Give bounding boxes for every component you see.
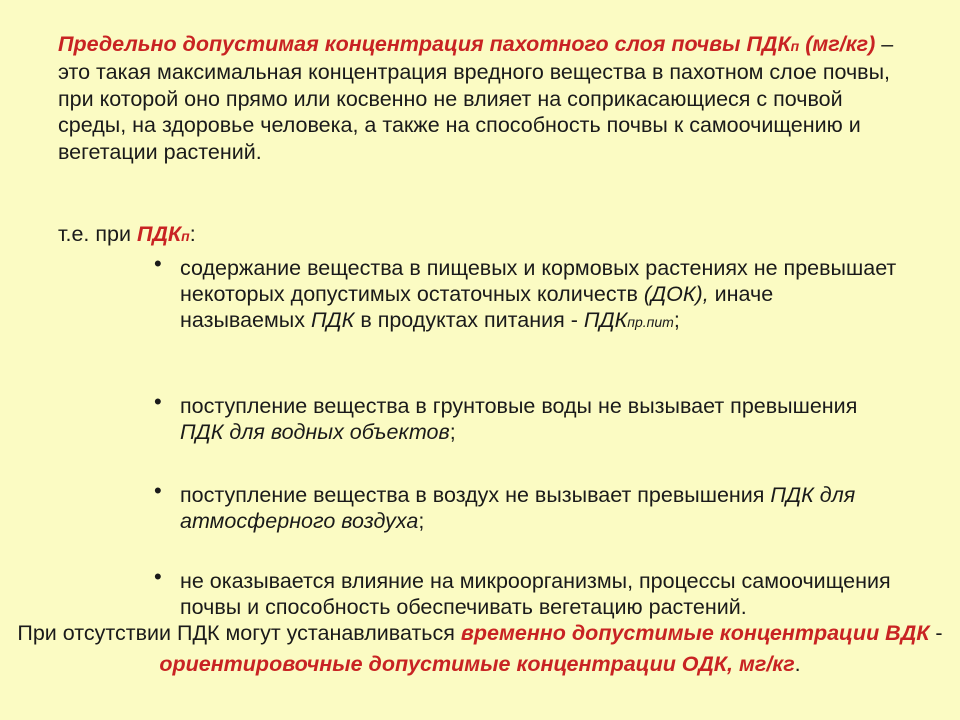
bullet-text: не оказывается влияние на микроорганизмы, процессы самоочищения почвы и способность обеспечивать вегетацию растений. — [180, 569, 891, 619]
definition-text: – это такая максимальная концентрация вредного вещества в пахотном слое почвы, при которой оно прямо или косвенно не влияет на соприкасающиеся с почвой среды, на здоровье человека, а также на способность почвы к самоочищению и вегетации растений. — [58, 32, 894, 164]
bullet-item-1 — [154, 251, 900, 335]
intro-line — [58, 221, 196, 249]
intro-abbr-main: ПДК — [136, 222, 182, 246]
intro-abbr-sub: п — [181, 228, 190, 244]
bullet-text: содержание вещества в пищевых и кормовых растениях не превышает некоторых допустимых остаточных количеств — [180, 256, 897, 306]
term-main: Предельно допустимая концентрация пахотного слоя почвы ПДК — [58, 32, 791, 56]
bullet-text: поступление вещества в грунтовые воды не вызывает превышения — [180, 394, 858, 418]
bullet-item-4 — [154, 564, 900, 620]
term-subscript: п — [790, 38, 800, 54]
bullet-text: в продуктах питания - — [354, 308, 584, 332]
footer-text: . — [794, 652, 801, 676]
bullet-item-3 — [154, 478, 900, 534]
bullet-marker: • — [154, 389, 162, 414]
bullet-item-2 — [154, 389, 900, 445]
footer-text: При отсутствии ПДК могут устанавливаться — [17, 621, 461, 645]
bullet-text: иначе называемых — [180, 282, 774, 332]
definition-paragraph — [58, 31, 908, 165]
bullet-text: ; — [418, 509, 425, 533]
bullet-text: ; — [673, 308, 680, 332]
bullet-marker: • — [154, 564, 162, 589]
footer-highlight-odk: ориентировочные допустимые концентрации ОДК, мг/кг — [159, 652, 795, 676]
bullet-italic: ПДК — [583, 308, 628, 332]
bullet-marker: • — [154, 478, 162, 503]
intro-prefix: т.е. при — [58, 222, 137, 246]
intro-abbr — [137, 222, 190, 246]
bullet-italic: ПДК для водных объектов — [180, 420, 450, 444]
bullet-italic: ПДК — [310, 308, 355, 332]
footer-highlight-vdk: временно допустимые концентрации ВДК — [460, 621, 930, 645]
term-units: (мг/кг) — [799, 32, 876, 56]
footer-note — [0, 618, 960, 680]
bullet-marker: • — [154, 251, 162, 276]
bullet-text: поступление вещества в воздух не вызывает превышения — [180, 483, 771, 507]
bullet-text: ; — [449, 420, 456, 444]
intro-suffix: : — [189, 222, 196, 246]
footer-text: - — [929, 621, 943, 645]
bullet-italic: (ДОК), — [643, 282, 709, 306]
bullet-italic: ПДК для атмосферного воздуха — [180, 483, 856, 533]
bullet-subscript: пр.пит — [627, 314, 674, 330]
definition-term — [58, 32, 875, 56]
